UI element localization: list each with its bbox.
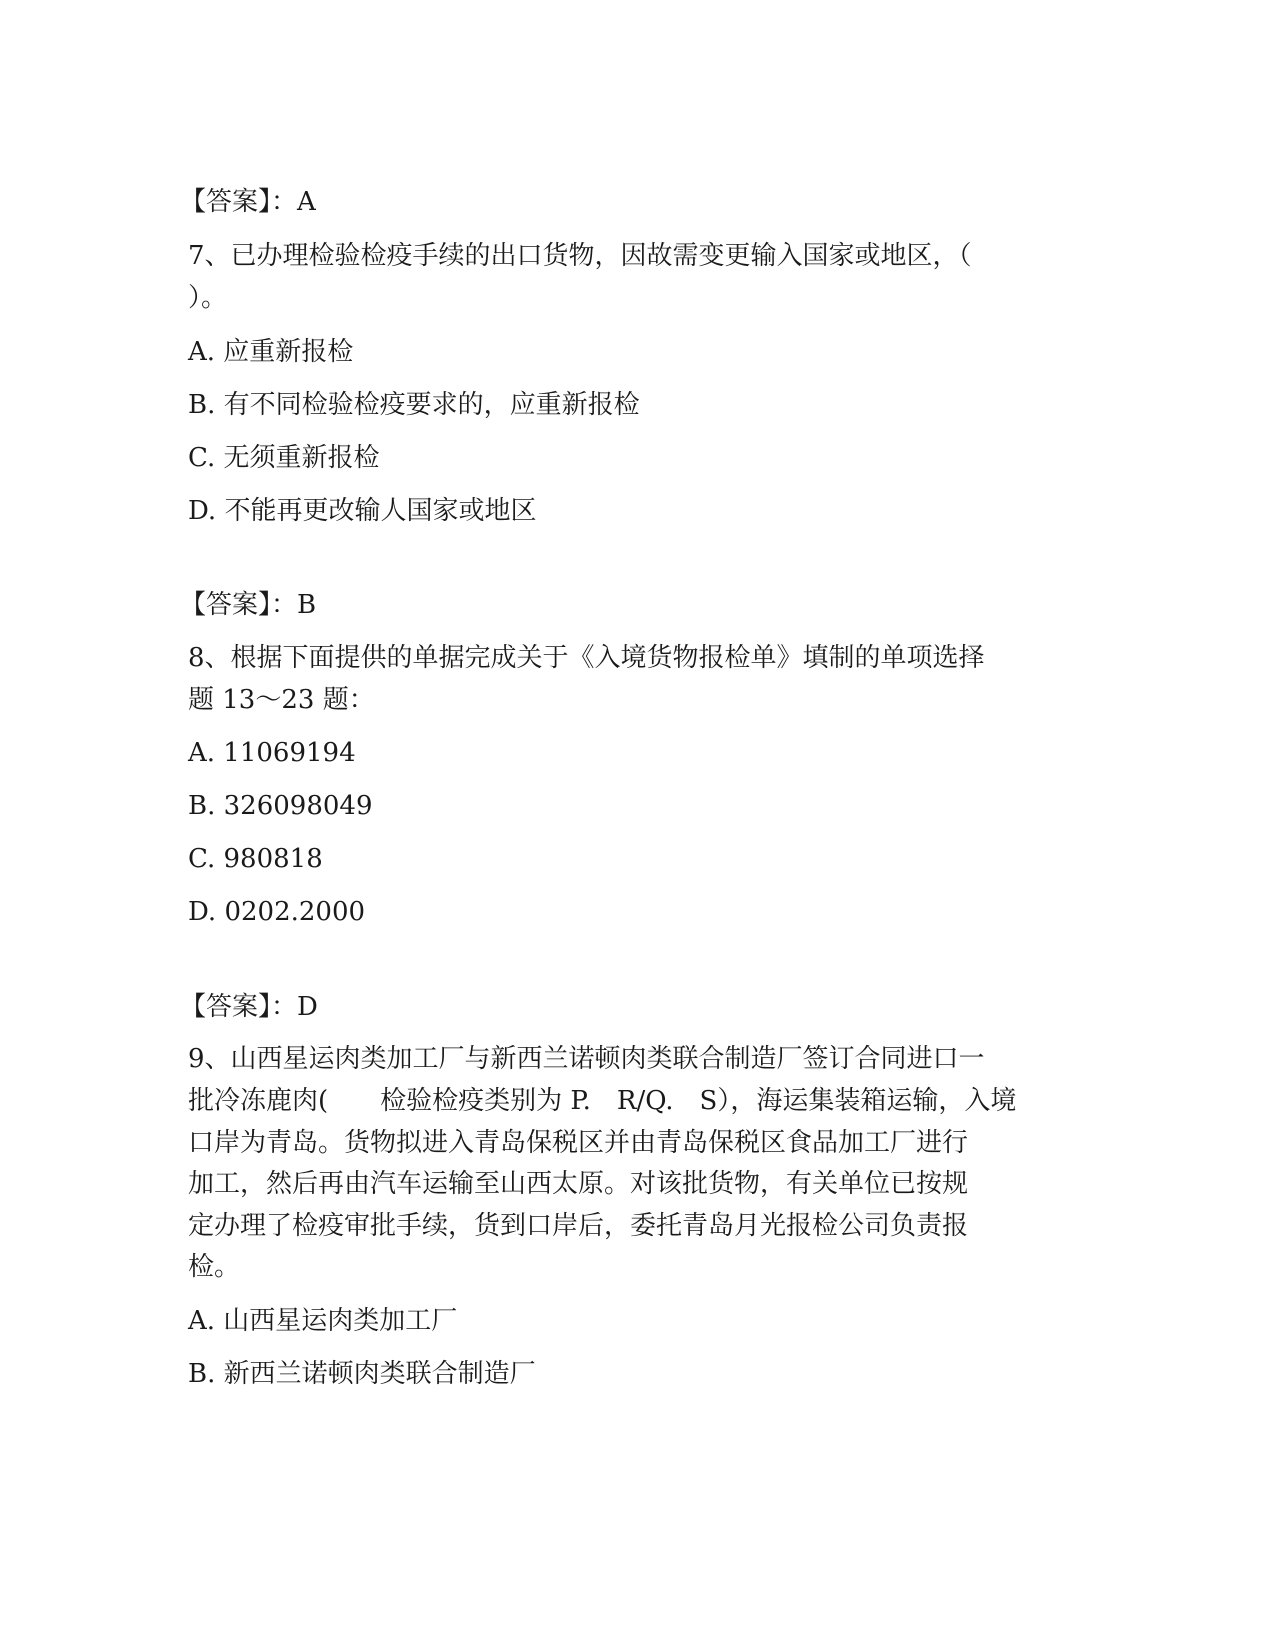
question-8-text-line-2: 题 13～23 题： bbox=[188, 685, 375, 715]
question-8-option-d: D. 0202.2000 bbox=[188, 897, 366, 927]
question-9-text-line-2: 批冷冻鹿肉( 检验检疫类别为 P. R/Q. S），海运集装箱运输，入境 bbox=[188, 1086, 1017, 1116]
question-7-option-b: B. 有不同检验检疫要求的，应重新报检 bbox=[188, 390, 640, 420]
question-9-text-line-6: 检。 bbox=[188, 1252, 241, 1282]
question-7-text-line-2: ）。 bbox=[188, 283, 228, 313]
question-9-text-line-4: 加工，然后再由汽车运输至山西太原。对该批货物，有关单位已按规 bbox=[188, 1169, 969, 1199]
question-7-answer: 【答案】：B bbox=[180, 590, 317, 620]
question-8-option-b: B. 326098049 bbox=[188, 791, 373, 821]
question-9-text-line-5: 定办理了检疫审批手续，货到口岸后，委托青岛月光报检公司负责报 bbox=[188, 1211, 969, 1241]
question-7-option-d: D. 不能再更改输人国家或地区 bbox=[188, 496, 537, 526]
answer-label: 【答案】：A bbox=[180, 187, 316, 217]
question-9-text-line-3: 口岸为青岛。货物拟进入青岛保税区并由青岛保税区食品加工厂进行 bbox=[188, 1128, 969, 1158]
question-9-option-a: A. 山西星运肉类加工厂 bbox=[188, 1306, 458, 1336]
question-8-answer: 【答案】：D bbox=[180, 992, 318, 1022]
question-7-option-a: A. 应重新报检 bbox=[188, 337, 354, 367]
question-7-text-line-1: 7、已办理检验检疫手续的出口货物，因故需变更输入国家或地区，（ bbox=[188, 241, 972, 271]
question-9-option-b: B. 新西兰诺顿肉类联合制造厂 bbox=[188, 1359, 536, 1389]
question-8-text-line-1: 8、根据下面提供的单据完成关于《入境货物报检单》填制的单项选择 bbox=[188, 643, 985, 673]
question-9-text-line-1: 9、山西星运肉类加工厂与新西兰诺顿肉类联合制造厂签订合同进口一 bbox=[188, 1044, 985, 1074]
question-7-option-c: C. 无须重新报检 bbox=[188, 443, 380, 473]
question-8-option-a: A. 11069194 bbox=[188, 738, 356, 768]
question-8-option-c: C. 980818 bbox=[188, 844, 323, 874]
